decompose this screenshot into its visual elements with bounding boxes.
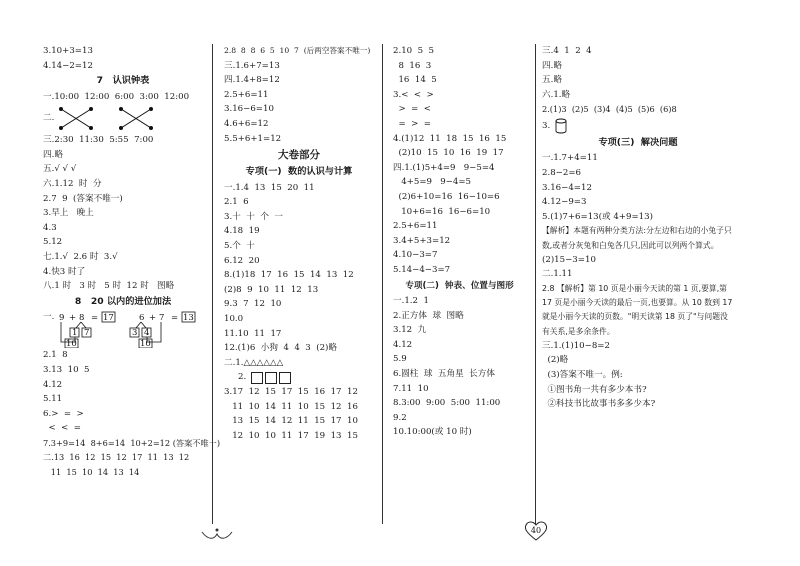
section-heading-addition: 8 20 以内的进位加法 <box>74 295 172 307</box>
answer-line: 3.早上 晚上 <box>43 208 94 219</box>
answer-line: 4.10−3=7 <box>393 250 438 261</box>
answer-line: 9.3 7 12 10 <box>224 299 282 310</box>
answer-line: 4+5=9 9−4=5 <box>393 177 471 188</box>
split-ten-label: 一. <box>43 312 55 323</box>
analysis-note: 【解析】本题有两种分类方法:分左边和右边的小兔子只数,或者分灰兔和白兔各几只,因此可以列两个算式。 <box>542 226 732 250</box>
column-divider-1 <box>212 44 213 524</box>
answer-column-1 <box>43 44 221 480</box>
answer-line: 3.< < > <box>393 89 434 100</box>
answer-line: 3.10+3=13 <box>43 46 93 56</box>
answer-line: (3)答案不唯一。例: <box>542 370 623 381</box>
answer-line: 七.1.√ 2.6 时 3.√ <box>43 252 118 263</box>
section-heading-clock-position-shape: 专项(二) 钟表、位置与图形 <box>405 280 514 291</box>
svg-text:+: + <box>149 313 157 324</box>
svg-text:6: 6 <box>139 313 145 324</box>
answer-line: 13 15 14 12 11 15 17 10 <box>224 416 358 427</box>
answer-line: 4.12 <box>43 379 63 390</box>
answer-line: 五.√ √ √ <box>43 164 77 175</box>
section-heading-problem-solving: 专项(三) 解决问题 <box>598 136 678 148</box>
column-divider-3 <box>535 44 536 524</box>
answer-line: 2.8 8 8 6 5 10 7 (后两空答案不唯一) <box>224 46 371 55</box>
answer-line: 2.(1)3 (2)5 (3)4 (4)5 (5)6 (6)8 <box>542 104 677 115</box>
footer-ornament-icon <box>200 526 234 542</box>
svg-text:7: 7 <box>84 328 90 339</box>
answer-line: 三.1.6+7=13 <box>224 60 280 71</box>
answer-line: 4.6+6=12 <box>224 118 269 129</box>
answer-line: 2.1 8 <box>43 350 68 361</box>
answer-line: 六.1.12 时 分 <box>43 179 102 190</box>
answer-line: 三.1.(1)10−8=2 <box>542 340 610 351</box>
answer-line: = > = <box>393 118 431 129</box>
answer-line: 5.个 十 <box>224 241 255 252</box>
svg-text:+: + <box>69 313 77 324</box>
answer-line: 5.9 <box>393 354 407 365</box>
answer-line: 12 10 10 11 17 19 13 15 <box>224 430 358 441</box>
part-heading: 大卷部分 <box>278 149 320 162</box>
answer-line: 4.3 <box>43 222 57 233</box>
answer-line: 10.0 <box>224 314 244 324</box>
svg-text:10: 10 <box>140 339 151 349</box>
answer-line: 4.18 19 <box>224 226 260 237</box>
answer-line: 3.17 12 15 17 15 16 17 12 <box>224 386 358 397</box>
matching-diagram <box>43 104 203 133</box>
answer-line: 二.13 16 12 15 12 17 11 13 12 <box>43 452 190 463</box>
answer-line: 3.16−6=10 <box>224 104 274 115</box>
svg-text:13: 13 <box>183 313 194 324</box>
svg-text:=: = <box>91 313 99 324</box>
answer-line: (2)略 <box>542 355 569 366</box>
answer-line: 五.略 <box>542 75 562 86</box>
cylinder-label: 3. <box>542 120 551 131</box>
answer-line: < < = <box>43 423 81 434</box>
answer-line: 一.1.2 1 <box>393 296 429 306</box>
split-ten-graphic <box>55 310 205 348</box>
answer-line: 5.(1)7+6=13(或 4+9=13) <box>542 211 653 222</box>
svg-text:10: 10 <box>66 339 77 349</box>
answer-line: 2.5+6=11 <box>224 89 269 100</box>
answer-line: (2)8 9 10 11 12 13 <box>224 284 319 295</box>
answer-line: 四.1.4+8=12 <box>224 75 280 86</box>
answer-line: 5.5+6+1=12 <box>224 133 282 144</box>
square-box <box>265 372 277 384</box>
answer-line: 一.1.7+4=11 <box>542 153 598 164</box>
answer-line: 2.1 6 <box>224 197 249 208</box>
page-number-heart-icon <box>523 520 549 542</box>
answer-line: 3.12 九 <box>393 325 427 336</box>
answer-line: 2.正方体 球 图略 <box>393 310 464 321</box>
answer-line: 2.5+6=11 <box>393 221 438 232</box>
section-heading-numbers: 专项(一) 数的认识与计算 <box>245 166 353 178</box>
answer-line: 一.1.4 13 15 20 11 <box>224 182 315 193</box>
answer-line: > = < <box>393 104 431 115</box>
answer-line: 5.11 <box>43 394 63 405</box>
answer-line: 6.圆柱 球 五角星 长方体 <box>393 368 495 379</box>
answer-line: 4.12−9=3 <box>542 197 587 208</box>
answer-column-4 <box>542 44 734 412</box>
answer-line: 7.11 10 <box>393 383 429 394</box>
answer-line: 2.10 5 5 <box>393 46 434 56</box>
answer-line: 5.14−4−3=7 <box>393 264 451 275</box>
answer-line: 八.1 时 3 时 5 时 12 时 图略 <box>43 281 175 292</box>
svg-text:9: 9 <box>59 313 65 324</box>
answer-line: 11 15 10 14 13 14 <box>43 467 140 478</box>
svg-text:4: 4 <box>144 328 150 339</box>
answer-line: 11.10 11 17 <box>224 328 282 339</box>
answer-line: 4.(1)12 11 18 15 16 15 <box>393 133 507 144</box>
answer-line: 三.4 1 2 4 <box>542 46 592 56</box>
answer-line: (2)15−3=10 <box>542 254 596 265</box>
answer-line: 16 14 5 <box>393 75 437 86</box>
split-ten-diagram <box>43 310 203 348</box>
cylinder-row <box>542 117 734 135</box>
answer-line: 三.2:30 11:30 5:55 7:00 <box>43 135 154 146</box>
answer-line: 六.1.略 <box>542 89 571 100</box>
answer-line: 3.16−4=12 <box>542 182 592 193</box>
answer-column-2 <box>224 44 374 443</box>
answer-line: 3.4+5+3=12 <box>393 235 451 246</box>
answer-line: 四.1.(1)5+4=9 9−5=4 <box>393 162 495 173</box>
answer-line: 8.3:00 9:00 5:00 11:00 <box>393 398 501 409</box>
answer-line: 10+6=16 16−6=10 <box>393 206 491 217</box>
answer-line: ②科技书比故事书多多少本? <box>542 399 656 410</box>
svg-text:1: 1 <box>72 328 78 339</box>
answer-line: 2.7 9 (答案不唯一) <box>43 193 123 204</box>
answer-line: 12.(1)6 小狗 4 4 3 (2)略 <box>224 343 337 354</box>
answer-line: 2.8−2=6 <box>542 168 582 179</box>
analysis-note: 2.8 【解析】第 10 页是小丽今天读的第 1 页,要算,第 17 页是小丽今天读的最后一页,也要算。从 10 数到 17 就是小丽今天读的页数。"明天读第 18 页了"与问题没有关系,是多余条件。 <box>542 284 733 336</box>
answer-line: 6.12 20 <box>224 255 260 266</box>
matching-label: 二. <box>43 113 55 124</box>
answer-line: 二.1.△△△△△△ <box>224 357 284 368</box>
answer-line: 二.1.11 <box>542 269 573 280</box>
page-number: 40 <box>530 526 542 535</box>
boxes-label: 2. <box>238 372 247 383</box>
matching-lines-graphic <box>55 104 205 133</box>
answer-line: 9.2 <box>393 412 407 423</box>
column-divider-2 <box>382 44 383 524</box>
answer-line: 5.12 <box>43 237 63 248</box>
answer-line: 四.略 <box>542 60 562 71</box>
section-heading-clock: 7 认识钟表 <box>96 75 150 87</box>
answer-line: 3.十 十 个 一 <box>224 211 283 222</box>
answer-line: 8.(1)18 17 16 15 14 13 12 <box>224 270 354 281</box>
answer-line: 3.13 10 5 <box>43 364 90 375</box>
svg-text:3: 3 <box>132 328 138 339</box>
answer-line: 7.3+9=14 8+6=14 10+2=12 (答案不唯一) <box>43 437 221 448</box>
svg-text:=: = <box>171 313 179 324</box>
answer-line: 11 10 14 11 10 15 12 16 <box>224 401 358 412</box>
answer-line: 4.快3 时了 <box>43 266 86 277</box>
answer-line: 一.10:00 12:00 6:00 3:00 12:00 <box>43 91 190 102</box>
cylinder-icon <box>554 118 568 134</box>
square-box <box>251 372 263 384</box>
square-boxes-row <box>224 370 374 385</box>
answer-line: 6.> = > <box>43 408 84 419</box>
answer-line: ①图书角一共有多少本书? <box>542 384 647 395</box>
answer-line: 四.略 <box>43 149 63 160</box>
answer-column-3 <box>393 44 526 440</box>
svg-text:7: 7 <box>159 313 165 324</box>
answer-line: 4.12 <box>393 339 413 350</box>
svg-text:17: 17 <box>103 313 114 324</box>
answer-line: 4.14−2=12 <box>43 60 93 71</box>
svg-text:8: 8 <box>79 313 85 324</box>
answer-line: (2)6+10=16 16−10=6 <box>393 191 500 202</box>
answer-line: (2)10 15 10 16 19 17 <box>393 148 504 159</box>
answer-line: 10.10:00(或 10 时) <box>393 427 472 438</box>
answer-line: 8 16 3 <box>393 60 432 71</box>
square-box <box>279 372 291 384</box>
